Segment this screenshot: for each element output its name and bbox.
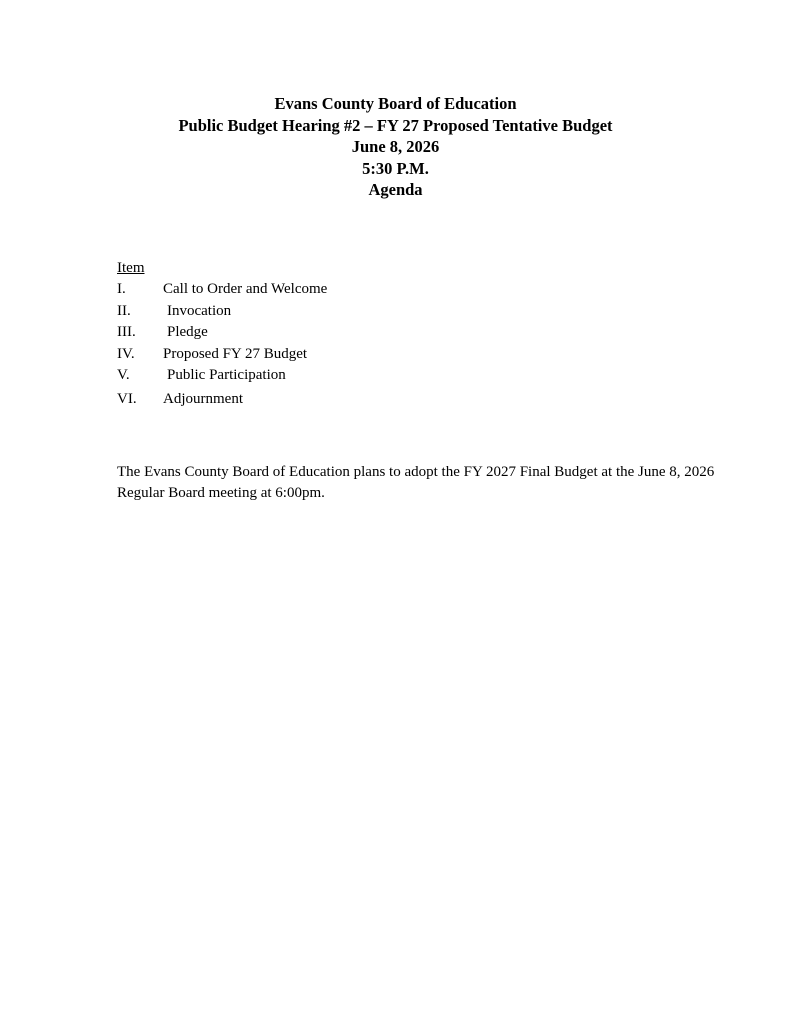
hearing-title: Public Budget Hearing #2 – FY 27 Proposed Tentative Budget: [178, 115, 613, 135]
agenda-title: Agenda: [368, 180, 423, 199]
list-item: [117, 302, 617, 324]
notice-line: Regular Board meeting at 6:00pm.: [117, 485, 325, 501]
item-label: Public Participation: [167, 367, 286, 383]
budget-adoption-notice: [117, 462, 757, 504]
meeting-date: June 8, 2026: [351, 137, 440, 156]
item-column-heading: Item: [117, 260, 145, 276]
item-number: II.: [117, 302, 131, 319]
meeting-time: 5:30 P.M.: [362, 158, 429, 178]
item-label: Invocation: [167, 302, 232, 319]
item-number: I.: [117, 281, 126, 297]
item-label: Pledge: [167, 324, 208, 340]
organization-title: Evans County Board of Education: [274, 94, 517, 113]
list-item: [117, 345, 617, 367]
item-label: Proposed FY 27 Budget: [163, 345, 308, 362]
item-number: IV.: [117, 345, 135, 362]
list-item: [117, 323, 617, 345]
item-number: V.: [117, 367, 130, 383]
document-header: [0, 93, 791, 201]
list-item: [117, 280, 617, 302]
item-label: Call to Order and Welcome: [163, 281, 328, 297]
item-number: III.: [117, 324, 136, 340]
agenda-list: [117, 280, 617, 411]
notice-line: The Evans County Board of Education plans to adopt the FY 2027 Final Budget at the June 8, 2026: [117, 464, 715, 480]
list-item: [117, 366, 617, 388]
item-label: Adjournment: [163, 390, 243, 407]
item-number: VI.: [117, 390, 137, 407]
list-item: [117, 390, 617, 412]
